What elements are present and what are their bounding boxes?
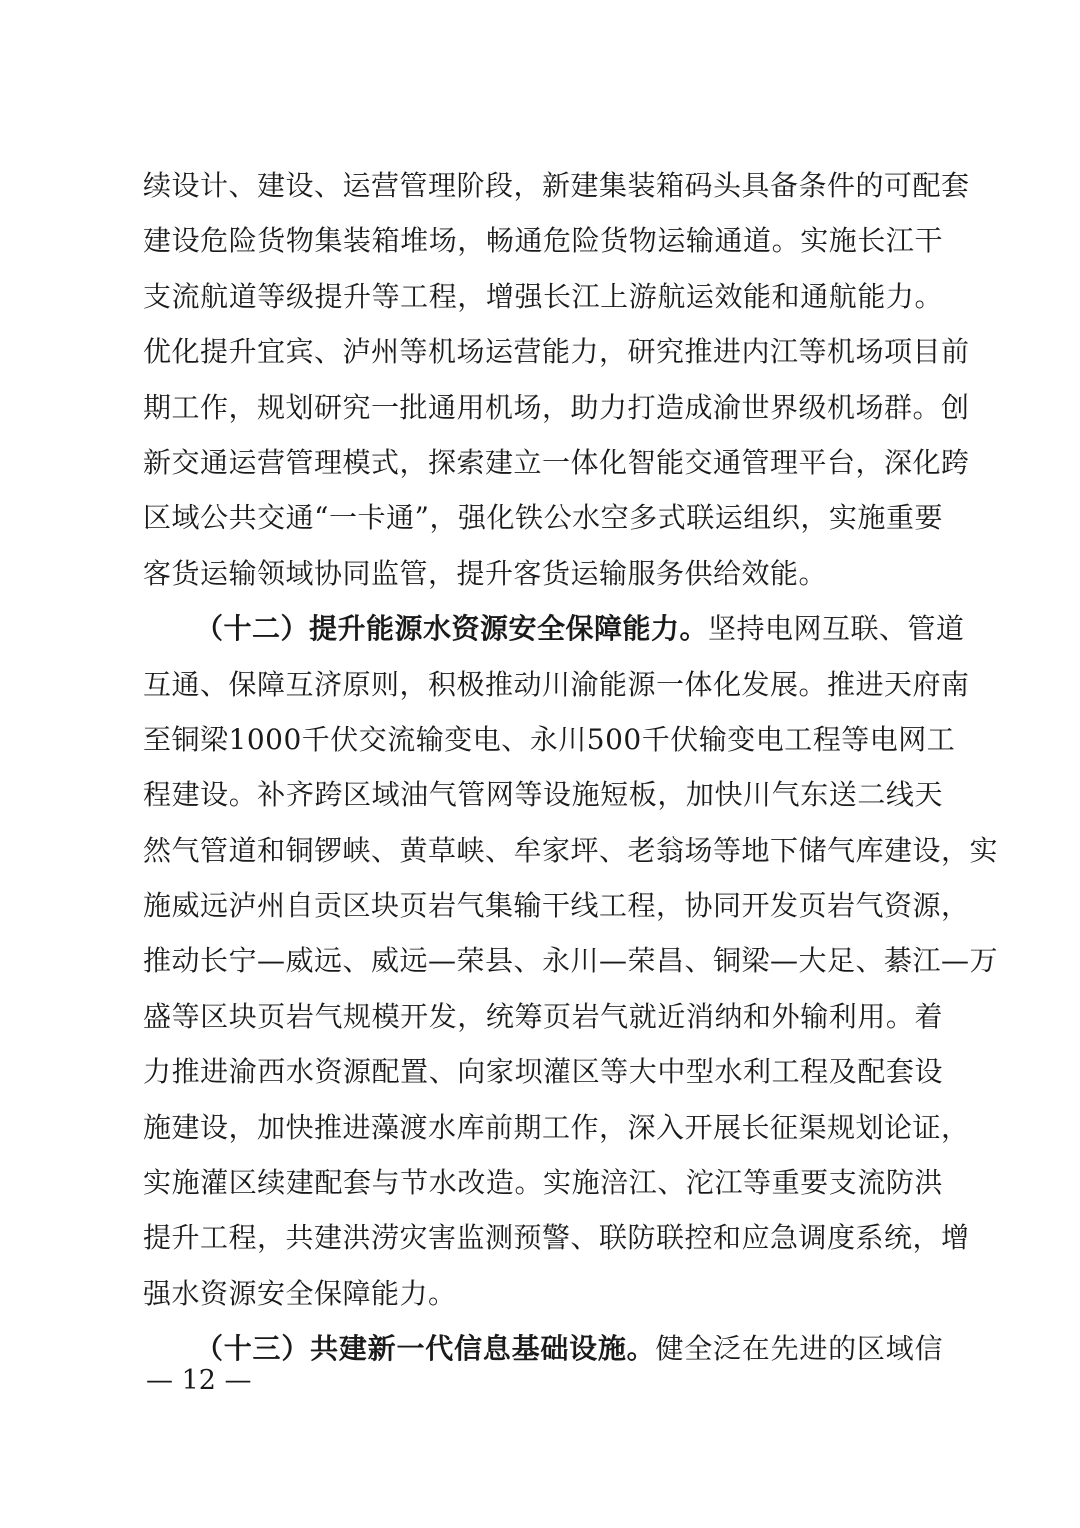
text-line: 至铜梁1000千伏交流输变电、永川500千伏输变电工程等电网工	[143, 722, 956, 756]
body-text	[143, 158, 999, 1377]
text-line: 优化提升宜宾、泸州等机场运营能力，研究推进内江等机场项目前	[143, 335, 970, 369]
text-line: 客货运输领域协同监管，提升客货运输服务供给效能。	[143, 556, 828, 590]
section-13-heading: （十三）共建新一代信息基础设施。	[195, 1332, 656, 1366]
section-13-first-line-text: 健全泛在先进的区域信	[655, 1332, 943, 1366]
text-line: 然气管道和铜锣峡、黄草峡、牟家坪、老翁场等地下储气库建设，实	[143, 833, 999, 867]
text-line: 期工作，规划研究一批通用机场，助力打造成渝世界级机场群。创	[143, 390, 970, 424]
section-13-first-line	[143, 1321, 943, 1376]
text-line: 建设危险货物集装箱堆场，畅通危险货物运输通道。实施长江干	[143, 224, 943, 258]
text-line: 区域公共交通“一卡通”，强化铁公水空多式联运组织，实施重要	[143, 501, 943, 535]
text-line: 盛等区块页岩气规模开发，统筹页岩气就近消纳和外输利用。着	[143, 999, 943, 1033]
text-line: 支流航道等级提升等工程，增强长江上游航运效能和通航能力。	[143, 279, 943, 313]
text-line: 程建设。补齐跨区域油气管网等设施短板，加快川气东送二线天	[143, 778, 943, 812]
text-line: 施威远泸州自贡区块页岩气集输干线工程，协同开发页岩气资源，	[143, 889, 970, 923]
page-number: — 12 —	[146, 1365, 252, 1396]
text-line: 互通、保障互济原则，积极推动川渝能源一体化发展。推进天府南	[143, 667, 970, 701]
section-12-heading: （十二）提升能源水资源安全保障能力。	[195, 612, 709, 646]
text-line: 新交通运营管理模式，探索建立一体化智能交通管理平台，深化跨	[143, 445, 970, 479]
text-line: 提升工程，共建洪涝灾害监测预警、联防联控和应急调度系统，增	[143, 1221, 970, 1255]
section-12-first-line	[143, 601, 965, 656]
section-12-first-line-text: 坚持电网互联、管道	[708, 612, 965, 646]
text-line: 强水资源安全保障能力。	[143, 1276, 457, 1310]
text-line: 实施灌区续建配套与节水改造。实施涪江、沱江等重要支流防洪	[143, 1166, 943, 1200]
text-line: 推动长宁—威远、威远—荣县、永川—荣昌、铜梁—大足、綦江—万	[143, 944, 999, 978]
text-line: 续设计、建设、运营管理阶段，新建集装箱码头具备条件的可配套	[143, 169, 970, 202]
text-line: 施建设，加快推进藻渡水库前期工作，深入开展长征渠规划论证，	[143, 1110, 970, 1144]
text-line: 力推进渝西水资源配置、向家坝灌区等大中型水利工程及配套设	[143, 1055, 943, 1089]
